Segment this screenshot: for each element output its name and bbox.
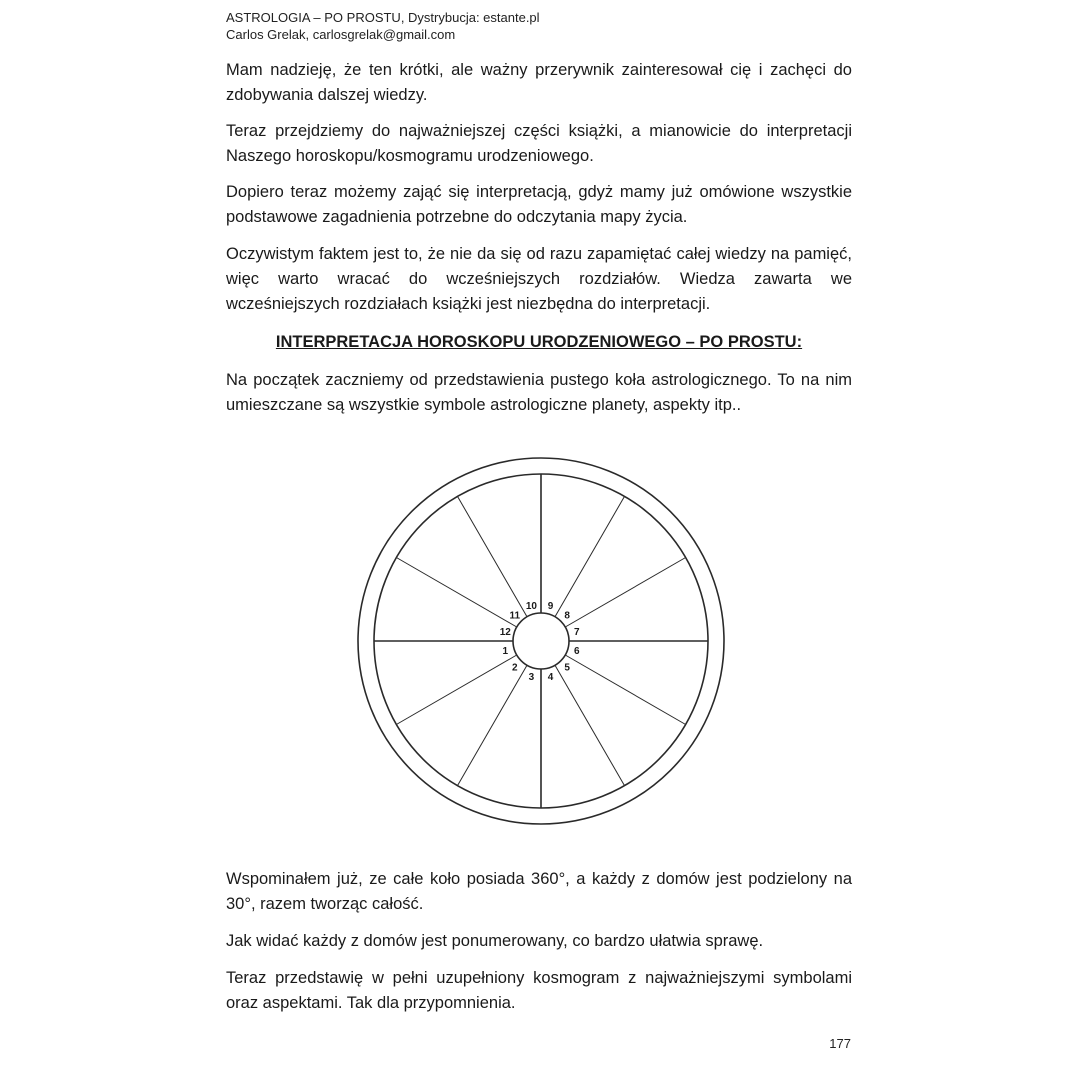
inner-circle bbox=[513, 613, 569, 669]
house-number-label: 3 bbox=[528, 672, 535, 684]
house-number-label: 11 bbox=[509, 610, 521, 622]
house-number-label: 8 bbox=[564, 610, 570, 622]
paragraph-intro: Mam nadzieję, że ten krótki, ale ważny przerywnik zainteresował cię i zachęci do zdobywania dalszej wiedzy. bbox=[226, 61, 852, 104]
paragraph-next-part: Teraz przejdziemy do najważniejszej części książki, a mianowicie do interpretacji Naszego horoskopu/kosmogramu urodzeniowego. bbox=[226, 122, 852, 165]
header-author: Carlos Grelak, carlosgrelak@gmail.com bbox=[226, 27, 456, 42]
paragraph-memory: Oczywistym faktem jest to, że nie da się od razu zapamiętać całej wiedzy na pamięć, więc warto wracać do wcześniejszych rozdziałów. Wiedza zawarta we wcześniejszych rozdziałach książki jest niezbędna do interpretacji. bbox=[226, 245, 852, 313]
paragraph-degrees: Wspominałem już, ze całe koło posiada 360°, a każdy z domów jest podzielony na 30°, razem tworząc całość. bbox=[226, 870, 852, 913]
astrological-wheel-diagram bbox=[356, 456, 726, 826]
house-number-label: 5 bbox=[564, 662, 570, 674]
paragraph-interpretation: Dopiero teraz możemy zająć się interpretacją, gdyż mamy już omówione wszystkie podstawowe zagadnienia potrzebne do odczytania mapy życia. bbox=[226, 183, 852, 226]
house-number-label: 10 bbox=[525, 600, 537, 612]
house-number-label: 12 bbox=[499, 626, 511, 638]
house-number-label: 9 bbox=[547, 600, 554, 612]
house-number-label: 2 bbox=[512, 662, 518, 674]
house-number-label: 7 bbox=[573, 626, 580, 638]
paragraph-empty-wheel: Na początek zaczniemy od przedstawienia pustego koła astrologicznego. To na nim umieszczane są wszystkie symbole astrologiczne planety, aspekty itp.. bbox=[226, 371, 852, 414]
paragraph-full-chart: Teraz przedstawię w pełni uzupełniony kosmogram z najważniejszymi symbolami oraz aspektami. Tak dla przypomnienia. bbox=[226, 969, 852, 1012]
section-heading: INTERPRETACJA HOROSKOPU URODZENIOWEGO – PO PROSTU: bbox=[275, 333, 803, 351]
paragraph-numbered-houses: Jak widać każdy z domów jest ponumerowany, co bardzo ułatwia sprawę. bbox=[226, 932, 764, 950]
page-number: 177 bbox=[829, 1036, 851, 1051]
house-number-label: 1 bbox=[502, 646, 509, 658]
running-header bbox=[226, 9, 540, 43]
header-title: ASTROLOGIA – PO PROSTU, Dystrybucja: estante.pl bbox=[226, 10, 540, 25]
house-number-label: 4 bbox=[547, 672, 554, 684]
house-number-label: 6 bbox=[573, 646, 580, 658]
